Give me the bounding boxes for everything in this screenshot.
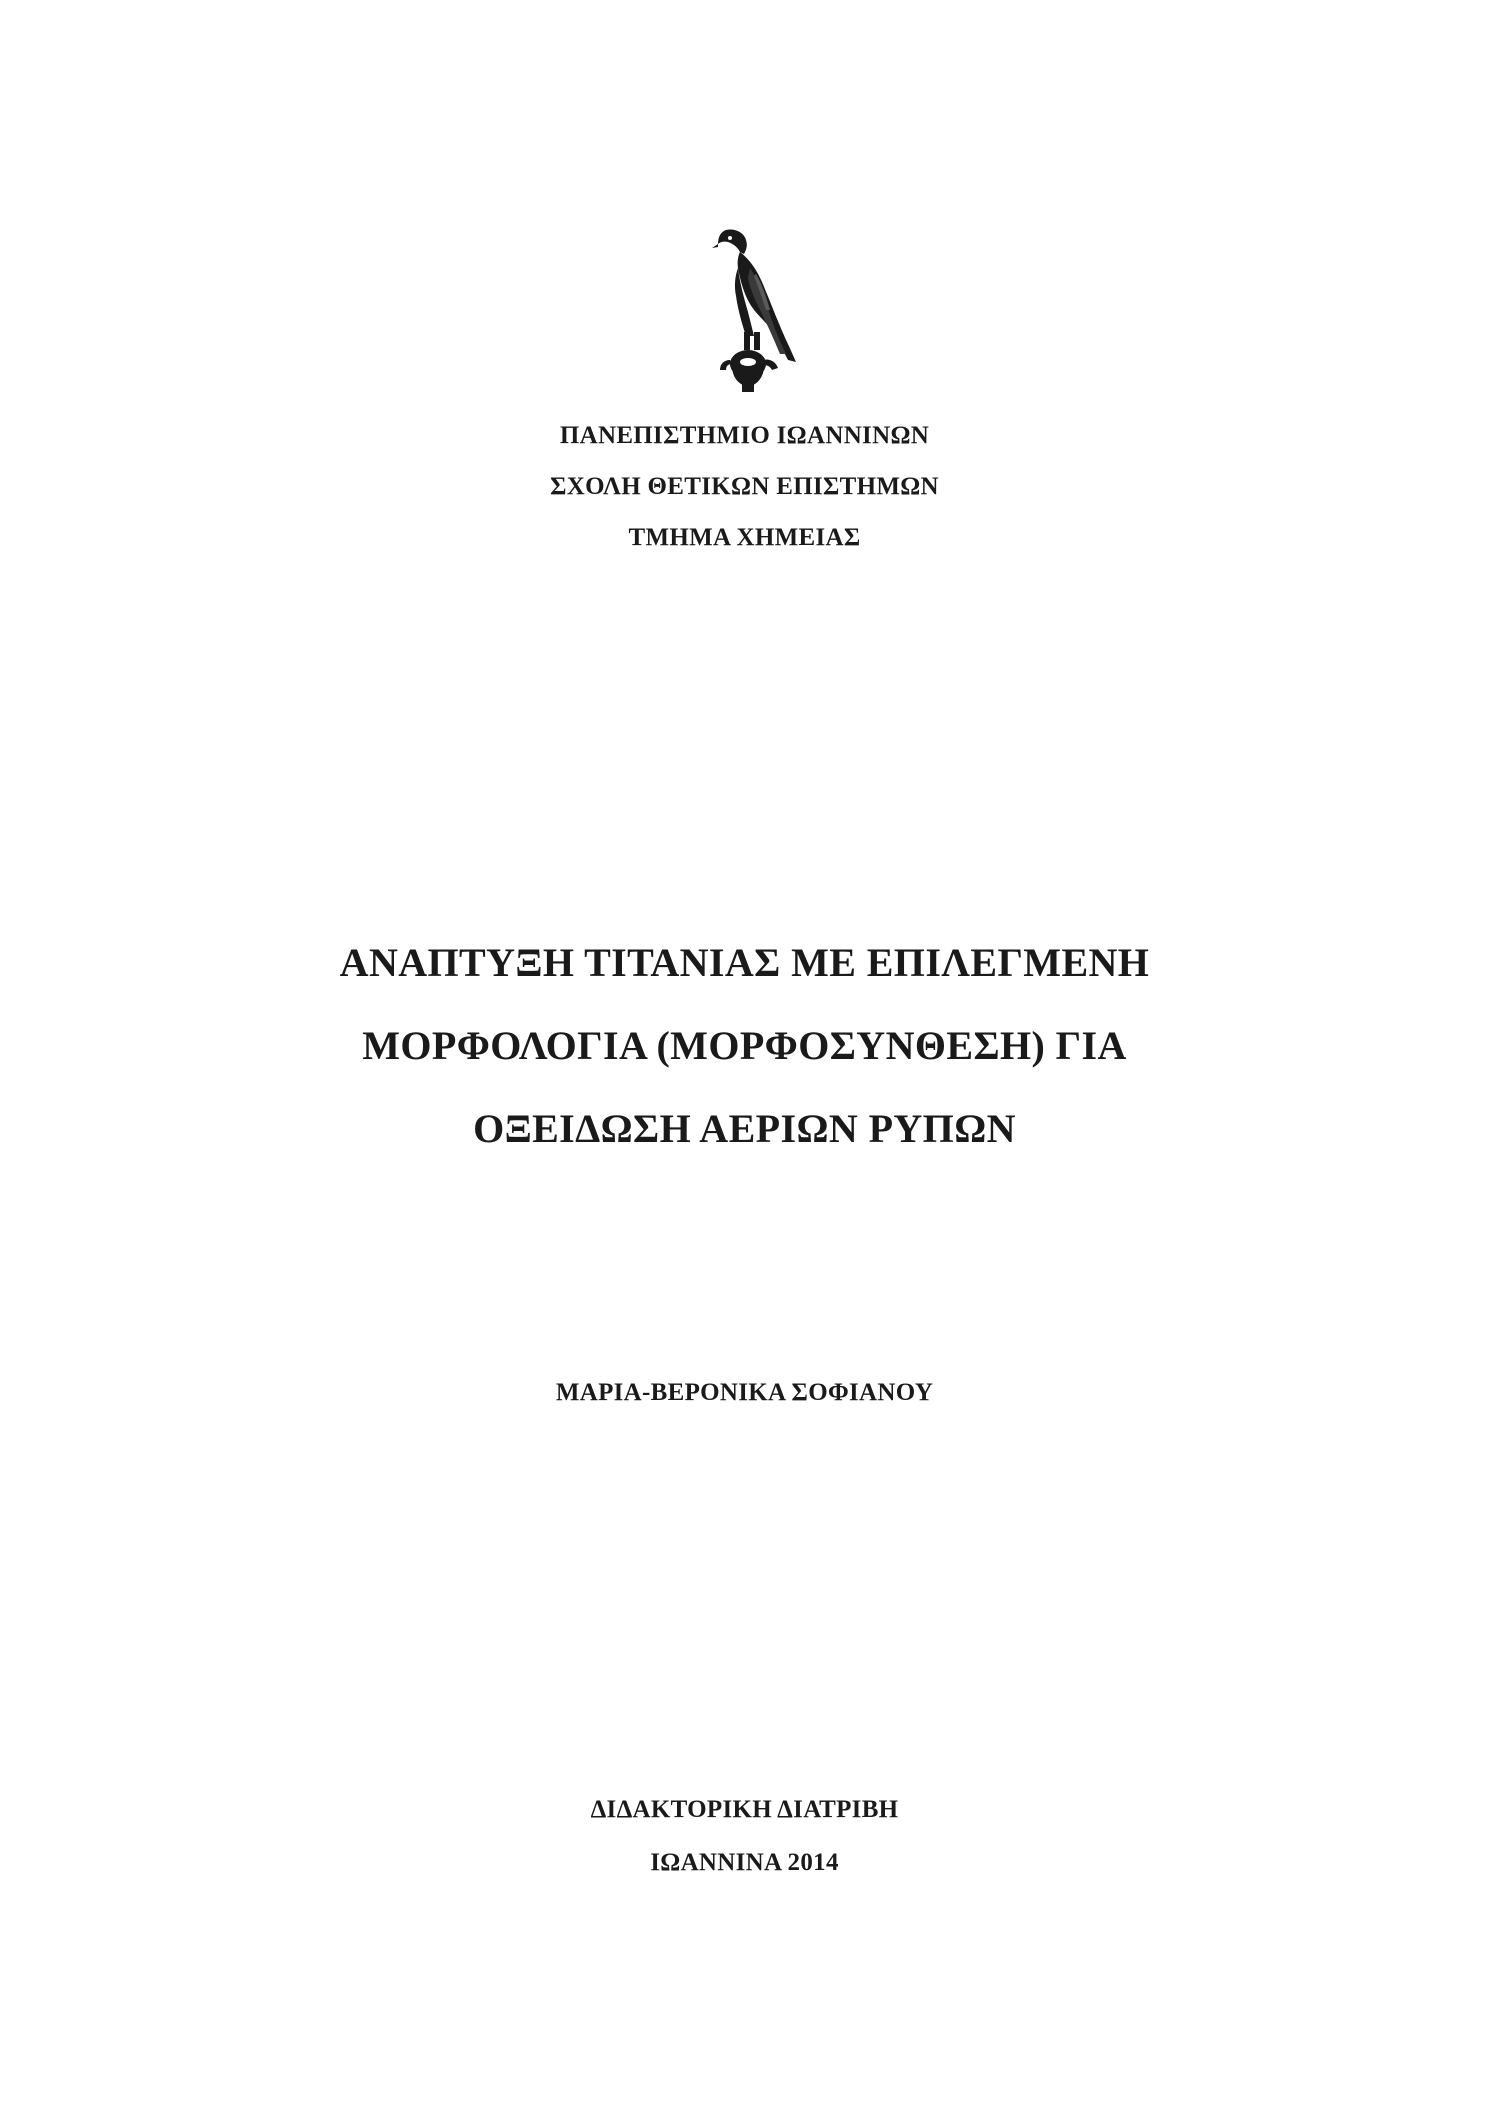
university-name: ΠΑΝΕΠΙΣΤΗΜΙΟ ΙΩΑΝΝΙΝΩΝ <box>559 422 930 449</box>
document-type: ΔΙΔΑΚΤΟΡΙΚΗ ΔΙΑΤΡΙΒΗ <box>590 1796 899 1823</box>
place-and-year: ΙΩΑΝΝΙΝΑ 2014 <box>650 1849 839 1876</box>
title-line-3: ΟΞΕΙΔΩΣΗ ΑΕΡΙΩΝ ΡΥΠΩΝ <box>473 1106 1016 1151</box>
eagle-emblem-icon <box>704 228 804 396</box>
title-line-1: ΑΝΑΠΤΥΞΗ ΤΙΤΑΝΙΑΣ ΜΕ ΕΠΙΛΕΓΜΕΝΗ <box>339 940 1150 985</box>
title-line-2: ΜΟΡΦΟΛΟΓΙΑ (ΜΟΡΦΟΣΥΝΘΕΣΗ) ΓΙΑ <box>362 1023 1127 1068</box>
department-name: ΤΜΗΜΑ ΧΗΜΕΙΑΣ <box>628 524 861 551</box>
school-name: ΣΧΟΛΗ ΘΕΤΙΚΩΝ ΕΠΙΣΤΗΜΩΝ <box>550 473 939 500</box>
author-name: ΜΑΡΙΑ-ΒΕΡΟΝΙΚΑ ΣΟΦΙΑΝΟΥ <box>555 1379 934 1406</box>
